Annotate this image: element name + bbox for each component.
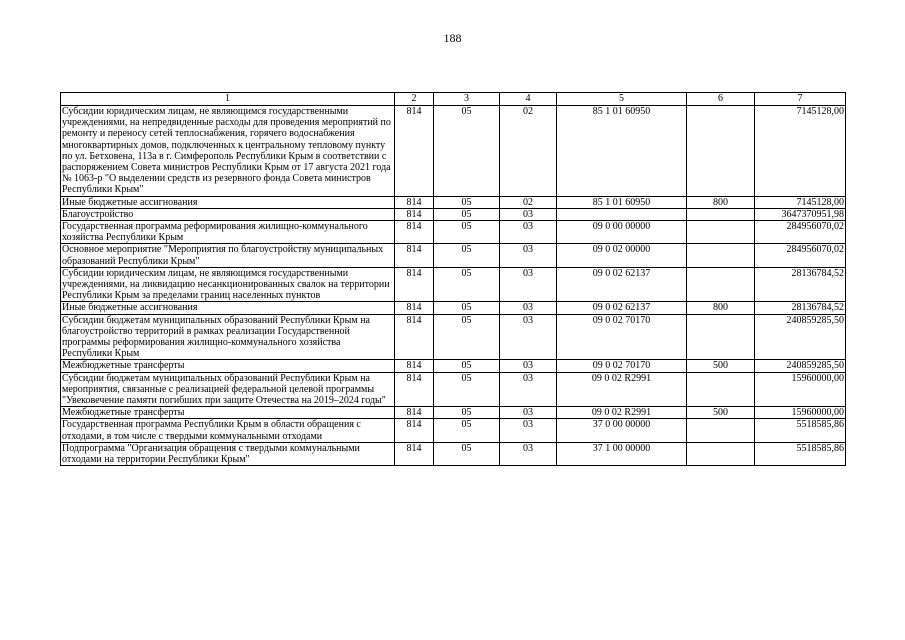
row-grbs-code: 814	[395, 196, 434, 208]
row-target-article: 09 0 02 R2991	[557, 372, 687, 407]
table-row	[61, 407, 846, 419]
row-amount: 240859285,50	[755, 314, 846, 360]
column-header: 2	[395, 93, 434, 106]
row-subsection-code: 03	[500, 407, 557, 419]
row-grbs-code: 814	[395, 221, 434, 244]
row-amount: 7145128,00	[755, 106, 846, 197]
row-expense-type	[687, 267, 755, 302]
row-amount: 284956070,02	[755, 221, 846, 244]
column-header: 6	[687, 93, 755, 106]
row-section-code: 05	[434, 360, 500, 372]
row-section-code: 05	[434, 106, 500, 197]
row-amount: 15960000,00	[755, 407, 846, 419]
row-target-article: 09 0 02 R2991	[557, 407, 687, 419]
column-header: 1	[61, 93, 395, 106]
row-expense-type	[687, 208, 755, 220]
budget-table	[60, 92, 846, 466]
row-amount: 5518585,86	[755, 442, 846, 465]
row-subsection-code: 03	[500, 244, 557, 267]
row-target-article: 09 0 02 00000	[557, 244, 687, 267]
row-amount: 7145128,00	[755, 196, 846, 208]
row-grbs-code: 814	[395, 314, 434, 360]
row-expense-type	[687, 221, 755, 244]
row-name: Субсидии юридическим лицам, не являющимся государственными учреждениями, на непредвиденные расходы для проведения мероприятий по ремонту и переносу сетей теплоснабжения, горячего водоснабжения многоквартирных домов, подключенных к центральному тепловому пункту по ул. Бетховена, 113а в г. Симферополь Республики Крым в соответствии с распоряжением Совета министров Республики Крым от 17 августа 2021 года № 1063-р "О выделении средств из резервного фонда Совета министров Республики Крым"	[61, 106, 395, 197]
row-expense-type	[687, 314, 755, 360]
row-subsection-code: 03	[500, 208, 557, 220]
row-subsection-code: 03	[500, 221, 557, 244]
row-section-code: 05	[434, 314, 500, 360]
table-row	[61, 419, 846, 442]
row-grbs-code: 814	[395, 372, 434, 407]
column-header: 7	[755, 93, 846, 106]
table-row	[61, 267, 846, 302]
row-grbs-code: 814	[395, 244, 434, 267]
column-header: 5	[557, 93, 687, 106]
row-name: Государственная программа Республики Крым в области обращения с отходами, в том числе с твердыми коммунальными отходами	[61, 419, 395, 442]
row-amount: 5518585,86	[755, 419, 846, 442]
row-name: Благоустройство	[61, 208, 395, 220]
table-row	[61, 196, 846, 208]
table-row	[61, 302, 846, 314]
table-row	[61, 372, 846, 407]
row-expense-type: 800	[687, 196, 755, 208]
table-row	[61, 360, 846, 372]
row-name: Иные бюджетные ассигнования	[61, 196, 395, 208]
row-subsection-code: 03	[500, 442, 557, 465]
row-amount: 28136784,52	[755, 267, 846, 302]
row-name: Основное мероприятие "Мероприятия по благоустройству муниципальных образований Республики Крым"	[61, 244, 395, 267]
row-section-code: 05	[434, 372, 500, 407]
row-expense-type	[687, 372, 755, 407]
row-amount: 15960000,00	[755, 372, 846, 407]
row-expense-type	[687, 419, 755, 442]
row-amount: 28136784,52	[755, 302, 846, 314]
row-section-code: 05	[434, 442, 500, 465]
row-subsection-code: 03	[500, 267, 557, 302]
row-name: Межбюджетные трансферты	[61, 360, 395, 372]
row-name: Иные бюджетные ассигнования	[61, 302, 395, 314]
row-subsection-code: 02	[500, 106, 557, 197]
row-amount: 240859285,50	[755, 360, 846, 372]
row-grbs-code: 814	[395, 302, 434, 314]
row-name: Государственная программа реформирования жилищно-коммунального хозяйства Республики Крым	[61, 221, 395, 244]
column-header-row	[61, 93, 846, 106]
row-section-code: 05	[434, 208, 500, 220]
row-grbs-code: 814	[395, 106, 434, 197]
row-section-code: 05	[434, 302, 500, 314]
row-section-code: 05	[434, 244, 500, 267]
row-subsection-code: 02	[500, 196, 557, 208]
row-subsection-code: 03	[500, 372, 557, 407]
row-target-article: 37 1 00 00000	[557, 442, 687, 465]
row-target-article: 85 1 01 60950	[557, 196, 687, 208]
row-target-article: 85 1 01 60950	[557, 106, 687, 197]
row-expense-type	[687, 106, 755, 197]
row-grbs-code: 814	[395, 208, 434, 220]
table-row	[61, 442, 846, 465]
row-target-article: 09 0 02 62137	[557, 302, 687, 314]
row-target-article	[557, 208, 687, 220]
row-grbs-code: 814	[395, 360, 434, 372]
row-subsection-code: 03	[500, 360, 557, 372]
page-number: 188	[443, 31, 462, 45]
row-subsection-code: 03	[500, 302, 557, 314]
row-section-code: 05	[434, 407, 500, 419]
column-header: 3	[434, 93, 500, 106]
row-grbs-code: 814	[395, 267, 434, 302]
row-expense-type	[687, 442, 755, 465]
row-target-article: 09 0 02 70170	[557, 360, 687, 372]
row-target-article: 09 0 00 00000	[557, 221, 687, 244]
row-expense-type: 800	[687, 302, 755, 314]
column-header: 4	[500, 93, 557, 106]
row-name: Субсидии юридическим лицам, не являющимся государственными учреждениями, на ликвидацию несанкционированных свалок на территории Республики Крым за пределами границ населенных пунктов	[61, 267, 395, 302]
row-section-code: 05	[434, 419, 500, 442]
table-row	[61, 208, 846, 220]
row-section-code: 05	[434, 267, 500, 302]
row-section-code: 05	[434, 221, 500, 244]
row-amount: 284956070,02	[755, 244, 846, 267]
row-subsection-code: 03	[500, 314, 557, 360]
table-row	[61, 314, 846, 360]
row-subsection-code: 03	[500, 419, 557, 442]
row-name: Субсидии бюджетам муниципальных образований Республики Крым на мероприятия, связанные с реализацией федеральной целевой программы "Увековечение памяти погибших при защите Отечества на 2019–2024 годы"	[61, 372, 395, 407]
row-name: Субсидии бюджетам муниципальных образований Республики Крым на благоустройство территорий в рамках реализации Государственной программы реформирования жилищно-коммунального хозяйства Республики Крым	[61, 314, 395, 360]
row-amount: 3647370951,98	[755, 208, 846, 220]
row-grbs-code: 814	[395, 442, 434, 465]
row-name: Подпрограмма "Организация обращения с твердыми коммунальными отходами на территории Республики Крым"	[61, 442, 395, 465]
row-name: Межбюджетные трансферты	[61, 407, 395, 419]
table-row	[61, 244, 846, 267]
table-row	[61, 106, 846, 197]
row-grbs-code: 814	[395, 407, 434, 419]
row-grbs-code: 814	[395, 419, 434, 442]
row-target-article: 09 0 02 70170	[557, 314, 687, 360]
table-row	[61, 221, 846, 244]
row-expense-type: 500	[687, 407, 755, 419]
row-target-article: 37 0 00 00000	[557, 419, 687, 442]
row-target-article: 09 0 02 62137	[557, 267, 687, 302]
row-section-code: 05	[434, 196, 500, 208]
row-expense-type: 500	[687, 360, 755, 372]
row-expense-type	[687, 244, 755, 267]
